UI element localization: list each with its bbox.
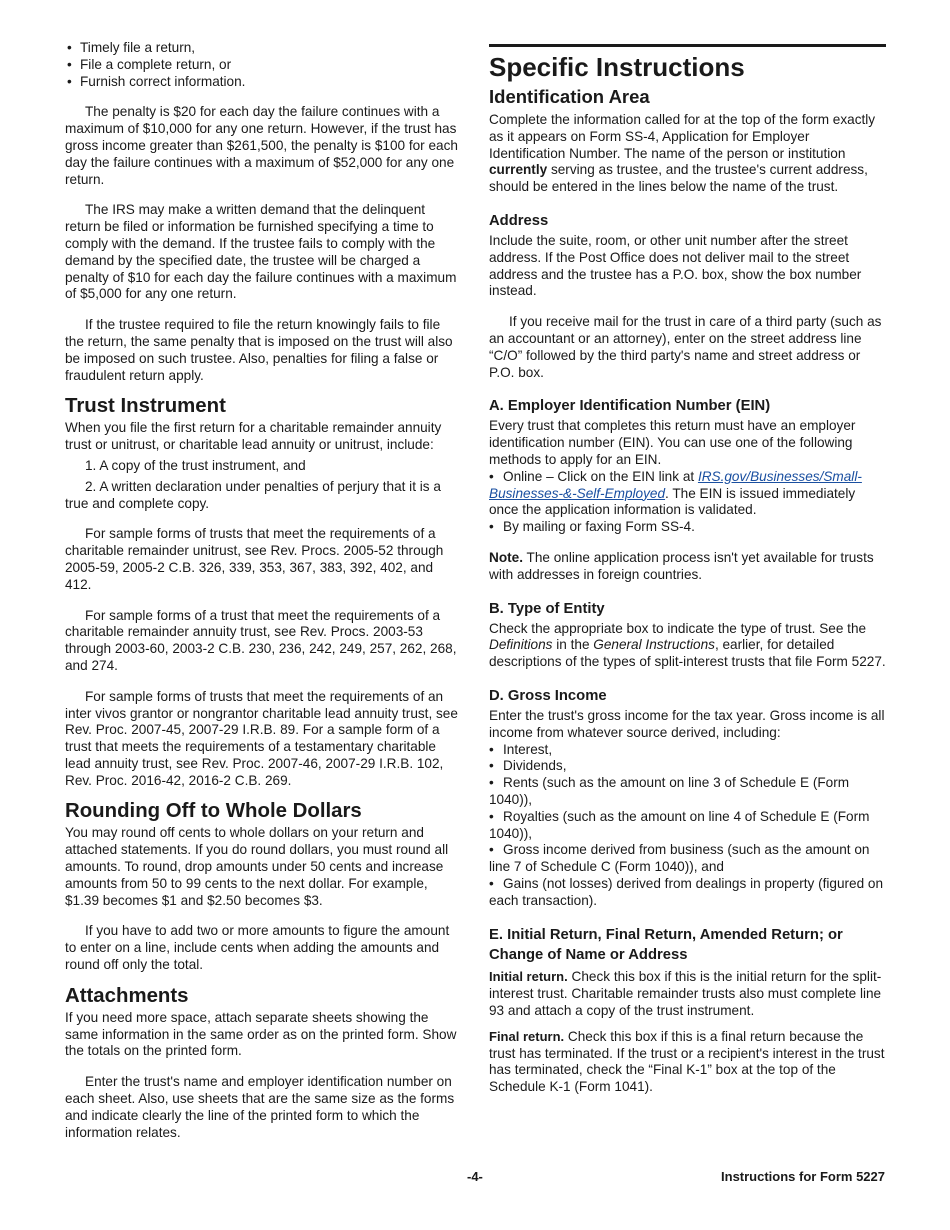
text-run: Online – Click on the EIN link at: [503, 468, 698, 484]
text-run: Check the appropriate box to indicate the type of trust. See the: [489, 620, 867, 636]
numbered-item-2: 2. A written declaration under penalties of perjury that it is a true and complete copy.: [65, 478, 441, 511]
penalty-paragraph-1: The penalty is $20 for each day the failure continues with a maximum of $10,000 for any one return. However, if the trust has gross income greater than $261,500, the penalty is $100 for each day the failure continues with a maximum of $52,000 for any one return.: [65, 104, 458, 187]
identification-area-heading: Identification Area: [489, 86, 650, 107]
list-item: • Royalties (such as the amount on line 4 of Schedule E (Form 1040)),: [489, 809, 886, 843]
list-item: • Timely file a return,: [65, 40, 462, 57]
text-run: serving as trustee, and the trustee's current address, should be entered in the lines below the name of the trust.: [489, 162, 868, 195]
final-return-paragraph: [489, 1029, 886, 1096]
rounding-paragraph-2: If you have to add two or more amounts to figure the amount to enter on a line, include cents when adding the amounts and round off only the total.: [65, 923, 450, 973]
address-paragraph-2: If you receive mail for the trust in care of a third party (such as an accountant or an attorney), enter on the street address line “C/O” followed by the third party's name and street address or P.O. box.: [489, 314, 882, 380]
trust-instrument-intro: When you file the first return for a charitable remainder annuity trust or unitrust, or charitable lead annuity or unitrust, include:: [65, 420, 442, 453]
initial-return-label: Initial return.: [489, 969, 568, 985]
address-heading: Address: [489, 212, 549, 229]
irs-ein-link[interactable]: IRS.gov/Businesses/Small-Businesses-&-Self-Employed: [489, 468, 862, 501]
list-item: • Gains (not losses) derived from dealings in property (figured on each transaction).: [489, 876, 886, 910]
note-label: Note.: [489, 549, 523, 565]
rounding-paragraph-1: You may round off cents to whole dollars on your return and attached statements. If you do round dollars, you must round all amounts. To round, drop amounts under 50 cents and increase amounts from 50 to 99 cents to the next dollar. For example, $1.39 becomes $1 and $2.50 becomes $3.: [65, 825, 449, 908]
returns-heading: E. Initial Return, Final Return, Amended Return; or Change of Name or Address: [489, 927, 843, 964]
gross-income-paragraph: Enter the trust's gross income for the tax year. Gross income is all income from whatever source derived, including:: [489, 707, 885, 740]
left-column: [65, 40, 462, 1141]
gross-income-heading: D. Gross Income: [489, 687, 607, 704]
numbered-item-1: 1. A copy of the trust instrument, and: [85, 457, 306, 473]
trust-instrument-heading: Trust Instrument: [65, 395, 226, 418]
ein-note: [489, 550, 886, 584]
type-of-entity-heading: B. Type of Entity: [489, 600, 605, 617]
type-of-entity-paragraph: [489, 621, 886, 671]
address-paragraph-1: Include the suite, room, or other unit number after the street address. If the Post Office does not deliver mail to the street address and the trustee has a P.O. box, show the box number instead.: [489, 232, 862, 299]
page-title: Specific Instructions: [489, 52, 745, 82]
ein-heading: A. Employer Identification Number (EIN): [489, 398, 771, 415]
italic-general-instructions: General Instructions: [593, 637, 715, 653]
penalty-bullet-list: [65, 40, 462, 90]
list-item: [489, 469, 886, 519]
italic-definitions: Definitions: [489, 637, 553, 653]
text-run: The online application process isn't yet available for trusts with addresses in foreign countries.: [489, 549, 874, 582]
list-item: • Dividends,: [489, 758, 886, 775]
list-item: • By mailing or faxing Form SS-4.: [489, 519, 886, 536]
gross-income-list: [489, 742, 886, 910]
list-item: • Rents (such as the amount on line 3 of Schedule E (Form 1040)),: [489, 775, 886, 809]
penalty-paragraph-2: The IRS may make a written demand that the delinquent return be filed or information be furnished specifying a time to comply with the demand. If the trustee fails to comply with the demand by the specified date, the trustee will be charged a penalty of $10 for each day the failure continues with a maximum of $5,000 for any one return.: [65, 202, 457, 302]
list-item: • Interest,: [489, 742, 886, 759]
attachments-paragraph-2: Enter the trust's name and employer identification number on each sheet. Also, use sheets that are the same size as the forms and indicate clearly the line of the printed form to which the information relates.: [65, 1074, 455, 1140]
text-run: Complete the information called for at the top of the form exactly as it appears on Form SS-4, Application for Employer Identification Number. The name of the person or institution: [489, 112, 876, 161]
section-rule: [489, 44, 886, 47]
initial-return-paragraph: [489, 969, 886, 1019]
footer-form-title: Instructions for Form 5227: [721, 1169, 885, 1184]
ein-methods-list: [489, 469, 886, 536]
identification-paragraph: [489, 112, 886, 196]
ein-paragraph: Every trust that completes this return must have an employer identification number (EIN). You can use one of the following methods to apply for an EIN.: [489, 418, 856, 467]
attachments-heading: Attachments: [65, 984, 189, 1007]
text-run: Check this box if this is a final return because the trust has terminated. If the trust or a recipient's interest in the trust has terminated, check the “Final K-1” box at the top of the Schedule K-1 (Form 1041).: [489, 1028, 885, 1095]
trust-paragraph-1: For sample forms of trusts that meet the requirements of a charitable remainder unitrust, see Rev. Procs. 2005-52 through 2005-59, 2005-2 C.B. 326, 339, 353, 367, 383, 392, 402, and 412.: [65, 526, 444, 592]
final-return-label: Final return.: [489, 1028, 565, 1044]
attachments-paragraph-1: If you need more space, attach separate sheets showing the same information in the same order as on the printed form. Show the totals on the printed form.: [65, 1009, 457, 1059]
text-run: in the: [552, 637, 594, 653]
text-run: . The EIN is issued immediately once the application information is validated.: [489, 485, 856, 518]
text-run: Check this box if this is the initial return for the split-interest trust. Charitable remainder trusts also must complete line 93 and attach a copy of the trust instrument.: [489, 969, 882, 1019]
rounding-heading: Rounding Off to Whole Dollars: [65, 800, 362, 823]
page-number: -4-: [467, 1169, 483, 1184]
trust-paragraph-2: For sample forms of a trust that meet the requirements of a charitable remainder annuity trust, see Rev. Procs. 2003-53 through 2003-60, 2003-2 C.B. 230, 236, 242, 249, 257, 262, 268, and 274.: [65, 607, 457, 673]
emphasis-currently: currently: [489, 162, 548, 178]
list-item: • Gross income derived from business (such as the amount on line 7 of Schedule C (Form 1040)), and: [489, 842, 886, 876]
list-item: • Furnish correct information.: [65, 74, 462, 91]
trust-paragraph-3: For sample forms of trusts that meet the requirements of an inter vivos grantor or nongrantor charitable lead annuity trust, see Rev. Proc. 2007-45, 2007-29 I.R.B. 89. For a sample form of a trust that meets the requirements of a testamentary charitable lead annuity trust, see Rev. Proc. 2007-46, 2007-29 I.R.B. 102, Rev. Proc. 2016-42, 2016-2 C.B. 269.: [65, 688, 458, 788]
right-column: [489, 40, 886, 1096]
penalty-paragraph-3: If the trustee required to file the return knowingly fails to file the return, the same penalty that is imposed on the trust will also be imposed on such trustee. Also, penalties for filing a false or fraudulent return apply.: [65, 317, 453, 383]
list-item: • File a complete return, or: [65, 57, 462, 74]
text-run: , earlier, for detailed descriptions of the types of split-interest trusts that file Form 5227.: [489, 637, 886, 670]
